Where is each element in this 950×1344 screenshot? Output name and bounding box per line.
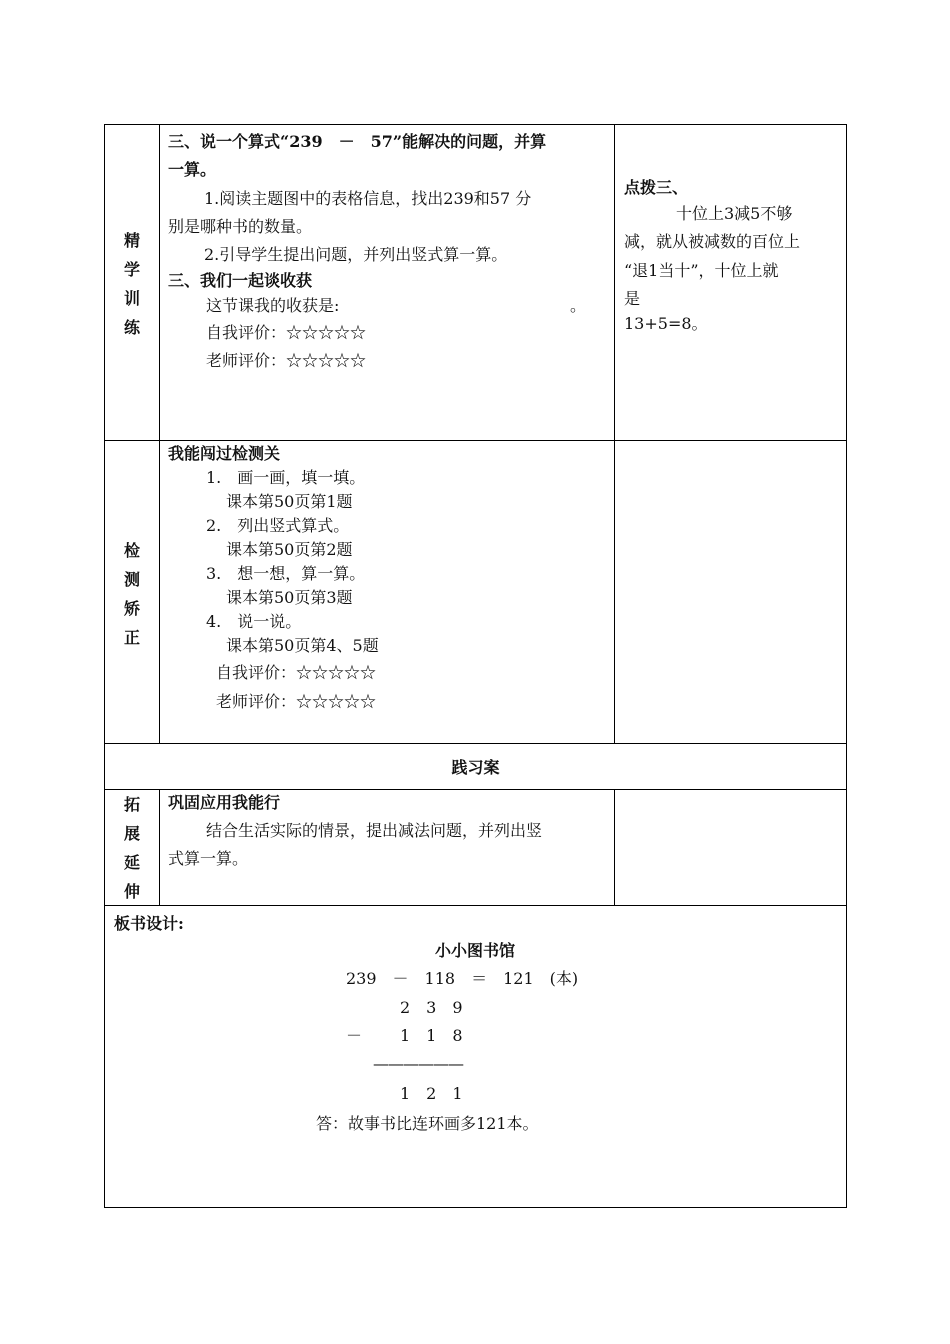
board-subtitle: 小小图书馆 xyxy=(434,941,515,960)
check-page-ref: 课本第50页第1题 xyxy=(226,492,353,511)
teacher-evaluation: 老师评价：☆☆☆☆☆ xyxy=(206,351,367,370)
section-label-jiance: 检 测 矫 正 xyxy=(123,541,140,647)
vertical-calc-minus: － xyxy=(346,1026,363,1045)
practice-section-title: 践习案 xyxy=(451,758,500,777)
extension-title: 巩固应用我能行 xyxy=(168,793,281,812)
check-task: 4. 说一说。 xyxy=(206,612,302,631)
row-divider xyxy=(104,905,847,906)
check-page-ref: 课本第50页第2题 xyxy=(226,540,353,559)
column-divider xyxy=(159,789,160,906)
vertical-calc-rule: —————— xyxy=(373,1054,463,1073)
check-page-ref: 课本第50页第3题 xyxy=(226,588,353,607)
self-evaluation: 自我评价：☆☆☆☆☆ xyxy=(206,323,367,342)
harvest-prompt: 这节课我的收获是: xyxy=(206,296,340,315)
hint-line: 减，就从被减数的百位上 xyxy=(624,232,801,251)
column-divider xyxy=(614,789,615,906)
section-label-tuozhan: 拓 展 延 伸 xyxy=(123,795,140,901)
vertical-calc-minuend: 2 3 9 xyxy=(400,998,463,1017)
extension-body-cont: 式算一算。 xyxy=(168,849,249,868)
teacher-evaluation: 老师评价：☆☆☆☆☆ xyxy=(216,692,377,711)
row-divider xyxy=(104,789,847,790)
harvest-heading: 三、我们一起谈收获 xyxy=(168,271,313,290)
hint-title: 点拨三、 xyxy=(624,178,689,197)
check-task: 3. 想一想，算一算。 xyxy=(206,564,366,583)
task-step-1-cont: 别是哪种书的数量。 xyxy=(168,217,313,236)
task-heading-cont: 一算。 xyxy=(168,160,217,179)
task-heading: 三、说一个算式“239 － 57”能解决的问题，并算 xyxy=(168,132,547,151)
check-page-ref: 课本第50页第4、5题 xyxy=(226,636,379,655)
column-divider xyxy=(614,124,615,744)
board-design-title: 板书设计: xyxy=(114,914,184,933)
row-divider xyxy=(104,440,847,441)
board-answer: 答：故事书比连环画多121本。 xyxy=(316,1114,539,1133)
task-step-1: 1.阅读主题图中的表格信息，找出239和57 分 xyxy=(204,189,532,208)
check-title: 我能闯过检测关 xyxy=(168,444,281,463)
hint-line: 是 xyxy=(624,289,641,308)
section-label-jingxue: 精 学 训 练 xyxy=(123,231,140,337)
check-task: 1. 画一画，填一填。 xyxy=(206,468,366,487)
task-step-2: 2.引导学生提出问题，并列出竖式算一算。 xyxy=(204,245,508,264)
hint-line: 13+5=8。 xyxy=(624,314,708,333)
board-equation: 239 － 118 ＝ 121 (本) xyxy=(346,969,579,988)
harvest-end-mark: 。 xyxy=(570,296,587,315)
row-divider xyxy=(104,743,847,744)
hint-line: 十位上3减5不够 xyxy=(676,204,793,223)
vertical-calc-subtrahend: 1 1 8 xyxy=(400,1026,463,1045)
check-task: 2. 列出竖式算式。 xyxy=(206,516,350,535)
self-evaluation: 自我评价：☆☆☆☆☆ xyxy=(216,663,377,682)
extension-body: 结合生活实际的情景，提出减法问题，并列出竖 xyxy=(206,821,543,840)
column-divider xyxy=(159,124,160,744)
hint-line: “退1当十”，十位上就 xyxy=(624,261,779,280)
vertical-calc-result: 1 2 1 xyxy=(400,1084,463,1103)
